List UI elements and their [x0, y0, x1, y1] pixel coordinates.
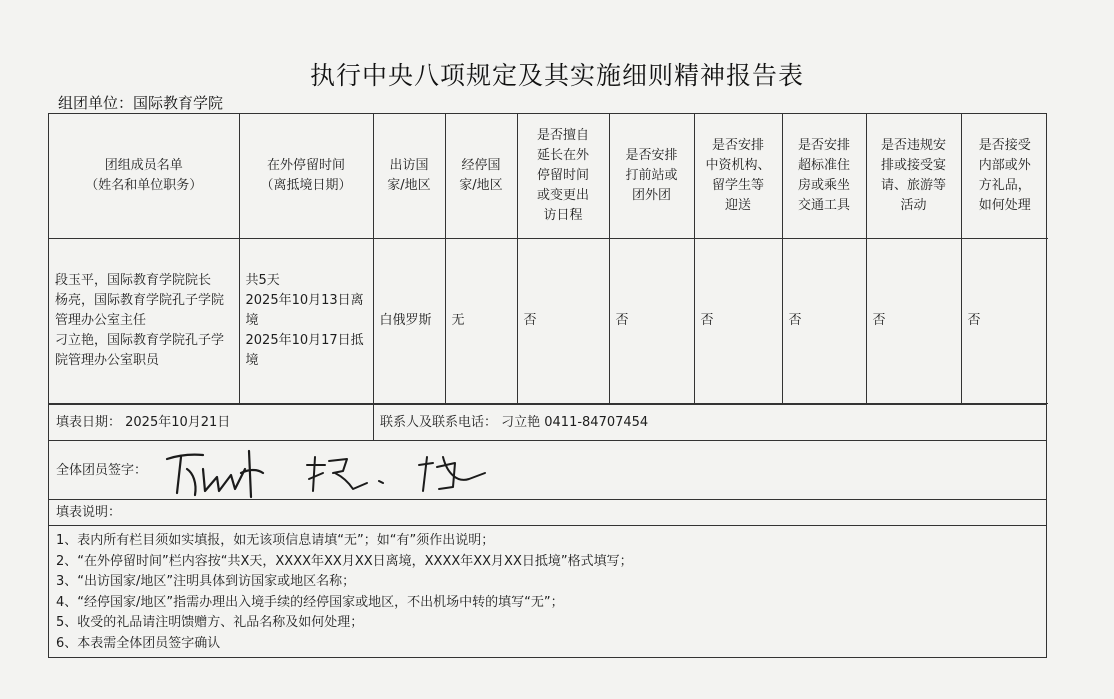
banquet-cell: 否: [866, 239, 961, 404]
note-item: 4、“经停国家/地区”指需办理出入境手续的经停国家或地区，不出机场中转的填写“无”；: [56, 594, 564, 610]
header-gifts: 是否接受 内部或外 方礼品， 如何处理: [961, 114, 1048, 239]
report-table: [49, 114, 1048, 404]
header-extend-stay: 是否擅自 延长在外 停留时间 或变更出 访日程: [517, 114, 609, 239]
stay-cell: 共5天 2025年10月13日离境 2025年10月17日抵境: [239, 239, 373, 404]
note-item: 2、“在外停留时间”栏内容按“共X天，XXXX年XX月XX日离境，XXXX年XX月XX日抵境”格式填写；: [56, 553, 633, 569]
header-welcome: 是否安排 中资机构、 留学生等 迎送: [694, 114, 782, 239]
note-item: 6、本表需全体团员签字确认: [56, 635, 221, 651]
header-members: 团组成员名单 （姓名和单位职务）: [49, 114, 239, 239]
header-banquet: 是否违规安 排或接受宴 请、旅游等 活动: [866, 114, 961, 239]
signature-row: [49, 440, 1046, 499]
report-form: [48, 113, 1047, 658]
notes-list: [49, 525, 1046, 657]
header-overstandard: 是否安排 超标准住 房或乘坐 交通工具: [782, 114, 866, 239]
header-transit-country: 经停国 家/地区: [445, 114, 517, 239]
contact-info: 联系人及联系电话： 刁立艳 0411-84707454: [380, 415, 649, 430]
notes-title: 填表说明：: [49, 499, 1046, 525]
members-cell: 段玉平，国际教育学院院长 杨亮，国际教育学院孔子学院管理办公室主任 刁立艳，国际教育学院孔子学院管理办公室职员: [49, 239, 239, 404]
gifts-cell: 否: [961, 239, 1048, 404]
transit-cell: 无: [445, 239, 517, 404]
overstandard-cell: 否: [782, 239, 866, 404]
organizing-unit: 组团单位：国际教育学院: [58, 94, 224, 112]
extend-cell: 否: [517, 239, 609, 404]
fill-date: 填表日期： 2025年10月21日: [49, 405, 374, 440]
note-item: 3、“出访国家/地区”注明具体到访国家或地区名称；: [56, 574, 356, 589]
header-stay-time: 在外停留时间 （离抵境日期）: [239, 114, 373, 239]
note-item: 5、收受的礼品请注明馈赠方、礼品名称及如何处理；: [56, 615, 364, 630]
note-item: 1、表内所有栏目须如实填报，如无该项信息请填“无”；如“有”须作出说明；: [56, 533, 495, 548]
table-header-row: [49, 114, 1048, 239]
table-row: [49, 239, 1048, 404]
country-cell: 白俄罗斯: [373, 239, 445, 404]
welcome-cell: 否: [694, 239, 782, 404]
date-contact-row: [49, 404, 1046, 440]
advance-cell: 否: [609, 239, 694, 404]
handwritten-signatures: [157, 443, 577, 499]
signature-label: 全体团员签字：: [56, 463, 148, 478]
page-title: 执行中央八项规定及其实施细则精神报告表: [309, 61, 804, 90]
header-visit-country: 出访国 家/地区: [373, 114, 445, 239]
header-advance-team: 是否安排 打前站或 团外团: [609, 114, 694, 239]
